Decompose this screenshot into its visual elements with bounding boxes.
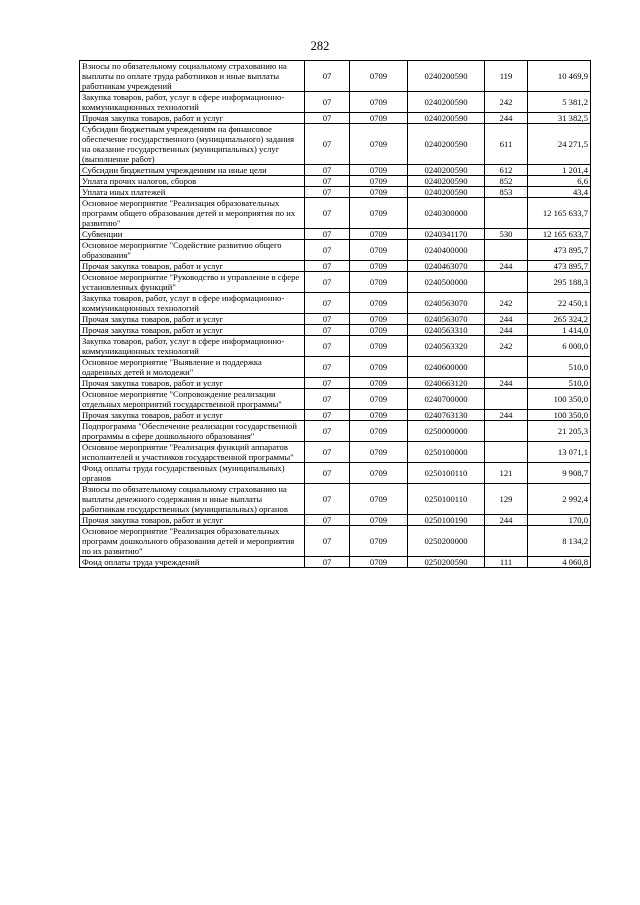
table-row xyxy=(80,526,591,557)
table-row xyxy=(80,557,591,568)
section-code-cell: 07 xyxy=(305,165,350,176)
amount-cell: 100 350,0 xyxy=(528,389,591,410)
expense-type-cell: 244 xyxy=(485,113,528,124)
item-name-cell: Подпрограмма "Обеспечение реализации государственной программы в сфере дошкольного образования" xyxy=(80,421,305,442)
section-code-cell: 07 xyxy=(305,421,350,442)
article-code-cell: 0240300000 xyxy=(408,198,485,229)
amount-cell: 510,0 xyxy=(528,378,591,389)
section-code-cell: 07 xyxy=(305,198,350,229)
article-code-cell: 0240463070 xyxy=(408,261,485,272)
article-code-cell: 0240200590 xyxy=(408,124,485,165)
item-name-cell: Прочая закупка товаров, работ и услуг xyxy=(80,410,305,421)
amount-cell: 473 895,7 xyxy=(528,261,591,272)
amount-cell: 1 414,0 xyxy=(528,325,591,336)
expense-type-cell xyxy=(485,198,528,229)
article-code-cell: 0240500000 xyxy=(408,272,485,293)
table-row xyxy=(80,61,591,92)
subsection-code-cell: 0709 xyxy=(350,336,408,357)
table-row xyxy=(80,165,591,176)
subsection-code-cell: 0709 xyxy=(350,557,408,568)
budget-table-body xyxy=(80,61,591,568)
item-name-cell: Субсидии бюджетным учреждениям на финансовое обеспечение государственного (муниципального) задания на оказание государственных (муниципальных) услуг (выполнение работ) xyxy=(80,124,305,165)
amount-cell: 43,4 xyxy=(528,187,591,198)
expense-type-cell xyxy=(485,272,528,293)
subsection-code-cell: 0709 xyxy=(350,410,408,421)
amount-cell: 13 071,1 xyxy=(528,442,591,463)
section-code-cell: 07 xyxy=(305,557,350,568)
article-code-cell: 0250000000 xyxy=(408,421,485,442)
subsection-code-cell: 0709 xyxy=(350,325,408,336)
expense-type-cell xyxy=(485,442,528,463)
item-name-cell: Закупка товаров, работ, услуг в сфере информационно-коммуникационных технологий xyxy=(80,92,305,113)
expense-type-cell: 611 xyxy=(485,124,528,165)
section-code-cell: 07 xyxy=(305,442,350,463)
section-code-cell: 07 xyxy=(305,336,350,357)
section-code-cell: 07 xyxy=(305,378,350,389)
article-code-cell: 0250100110 xyxy=(408,484,485,515)
item-name-cell: Основное мероприятие "Руководство и управление в сфере установленных функций" xyxy=(80,272,305,293)
table-row xyxy=(80,389,591,410)
expense-type-cell: 244 xyxy=(485,314,528,325)
expense-type-cell xyxy=(485,526,528,557)
subsection-code-cell: 0709 xyxy=(350,515,408,526)
item-name-cell: Фонд оплаты труда учреждений xyxy=(80,557,305,568)
table-row xyxy=(80,261,591,272)
subsection-code-cell: 0709 xyxy=(350,314,408,325)
item-name-cell: Взносы по обязательному социальному страхованию на выплаты по оплате труда работников и иные выплаты работникам учреждений xyxy=(80,61,305,92)
subsection-code-cell: 0709 xyxy=(350,378,408,389)
section-code-cell: 07 xyxy=(305,113,350,124)
expense-type-cell: 612 xyxy=(485,165,528,176)
subsection-code-cell: 0709 xyxy=(350,357,408,378)
table-row xyxy=(80,176,591,187)
expense-type-cell xyxy=(485,240,528,261)
article-code-cell: 0250200590 xyxy=(408,557,485,568)
amount-cell: 12 165 633,7 xyxy=(528,229,591,240)
expense-type-cell: 244 xyxy=(485,515,528,526)
subsection-code-cell: 0709 xyxy=(350,165,408,176)
subsection-code-cell: 0709 xyxy=(350,92,408,113)
table-row xyxy=(80,463,591,484)
section-code-cell: 07 xyxy=(305,187,350,198)
table-row xyxy=(80,357,591,378)
amount-cell: 473 895,7 xyxy=(528,240,591,261)
amount-cell: 21 205,3 xyxy=(528,421,591,442)
table-row xyxy=(80,229,591,240)
amount-cell: 5 381,2 xyxy=(528,92,591,113)
article-code-cell: 0240200590 xyxy=(408,176,485,187)
table-row xyxy=(80,124,591,165)
section-code-cell: 07 xyxy=(305,240,350,261)
amount-cell: 12 165 633,7 xyxy=(528,198,591,229)
section-code-cell: 07 xyxy=(305,484,350,515)
item-name-cell: Основное мероприятие "Реализация образовательных программ дошкольного образования детей и мероприятия по их развитию" xyxy=(80,526,305,557)
item-name-cell: Субвенции xyxy=(80,229,305,240)
amount-cell: 295 188,3 xyxy=(528,272,591,293)
table-row xyxy=(80,336,591,357)
expense-type-cell: 242 xyxy=(485,293,528,314)
table-row xyxy=(80,442,591,463)
article-code-cell: 0240200590 xyxy=(408,113,485,124)
article-code-cell: 0240200590 xyxy=(408,165,485,176)
subsection-code-cell: 0709 xyxy=(350,113,408,124)
amount-cell: 10 469,9 xyxy=(528,61,591,92)
expense-type-cell xyxy=(485,421,528,442)
article-code-cell: 0240200590 xyxy=(408,187,485,198)
table-row xyxy=(80,314,591,325)
article-code-cell: 0240341170 xyxy=(408,229,485,240)
subsection-code-cell: 0709 xyxy=(350,261,408,272)
expense-type-cell: 852 xyxy=(485,176,528,187)
amount-cell: 2 992,4 xyxy=(528,484,591,515)
table-row xyxy=(80,272,591,293)
article-code-cell: 0240200590 xyxy=(408,61,485,92)
item-name-cell: Основное мероприятие "Реализация функций аппаратов исполнителей и участников государственной программы" xyxy=(80,442,305,463)
section-code-cell: 07 xyxy=(305,410,350,421)
item-name-cell: Субсидии бюджетным учреждениям на иные цели xyxy=(80,165,305,176)
section-code-cell: 07 xyxy=(305,261,350,272)
section-code-cell: 07 xyxy=(305,526,350,557)
subsection-code-cell: 0709 xyxy=(350,229,408,240)
expense-type-cell: 129 xyxy=(485,484,528,515)
item-name-cell: Прочая закупка товаров, работ и услуг xyxy=(80,378,305,389)
subsection-code-cell: 0709 xyxy=(350,61,408,92)
item-name-cell: Основное мероприятие "Сопровождение реализации отдельных мероприятий государственной программы" xyxy=(80,389,305,410)
article-code-cell: 0240563310 xyxy=(408,325,485,336)
budget-table xyxy=(79,60,591,568)
amount-cell: 22 450,1 xyxy=(528,293,591,314)
subsection-code-cell: 0709 xyxy=(350,442,408,463)
table-row xyxy=(80,378,591,389)
table-row xyxy=(80,92,591,113)
item-name-cell: Основное мероприятие "Содействие развитию общего образования" xyxy=(80,240,305,261)
section-code-cell: 07 xyxy=(305,357,350,378)
section-code-cell: 07 xyxy=(305,389,350,410)
expense-type-cell: 111 xyxy=(485,557,528,568)
subsection-code-cell: 0709 xyxy=(350,187,408,198)
article-code-cell: 0250100110 xyxy=(408,463,485,484)
page-number: 282 xyxy=(310,39,330,53)
table-row xyxy=(80,293,591,314)
table-row xyxy=(80,410,591,421)
item-name-cell: Фонд оплаты труда государственных (муниципальных) органов xyxy=(80,463,305,484)
article-code-cell: 0240563070 xyxy=(408,293,485,314)
item-name-cell: Прочая закупка товаров, работ и услуг xyxy=(80,325,305,336)
section-code-cell: 07 xyxy=(305,176,350,187)
amount-cell: 31 382,5 xyxy=(528,113,591,124)
article-code-cell: 0240563070 xyxy=(408,314,485,325)
amount-cell: 6 000,0 xyxy=(528,336,591,357)
expense-type-cell: 119 xyxy=(485,61,528,92)
table-row xyxy=(80,421,591,442)
table-row xyxy=(80,240,591,261)
item-name-cell: Уплата прочих налогов, сборов xyxy=(80,176,305,187)
article-code-cell: 0240763130 xyxy=(408,410,485,421)
table-row xyxy=(80,198,591,229)
expense-type-cell: 244 xyxy=(485,378,528,389)
subsection-code-cell: 0709 xyxy=(350,484,408,515)
expense-type-cell: 530 xyxy=(485,229,528,240)
item-name-cell: Закупка товаров, работ, услуг в сфере информационно-коммуникационных технологий xyxy=(80,293,305,314)
item-name-cell: Основное мероприятие "Реализация образовательных программ общего образования детей и мероприятия по их развитию" xyxy=(80,198,305,229)
article-code-cell: 0240600000 xyxy=(408,357,485,378)
expense-type-cell: 244 xyxy=(485,410,528,421)
subsection-code-cell: 0709 xyxy=(350,124,408,165)
subsection-code-cell: 0709 xyxy=(350,240,408,261)
table-row xyxy=(80,113,591,124)
subsection-code-cell: 0709 xyxy=(350,526,408,557)
table-row xyxy=(80,325,591,336)
amount-cell: 100 350,0 xyxy=(528,410,591,421)
article-code-cell: 0240400000 xyxy=(408,240,485,261)
amount-cell: 6,6 xyxy=(528,176,591,187)
article-code-cell: 0240200590 xyxy=(408,92,485,113)
article-code-cell: 0240700000 xyxy=(408,389,485,410)
subsection-code-cell: 0709 xyxy=(350,293,408,314)
subsection-code-cell: 0709 xyxy=(350,176,408,187)
expense-type-cell: 121 xyxy=(485,463,528,484)
amount-cell: 4 060,8 xyxy=(528,557,591,568)
expense-type-cell: 242 xyxy=(485,92,528,113)
table-row xyxy=(80,187,591,198)
article-code-cell: 0240663120 xyxy=(408,378,485,389)
section-code-cell: 07 xyxy=(305,293,350,314)
item-name-cell: Взносы по обязательному социальному страхованию на выплаты денежного содержания и иные выплаты работникам государственных (муниципальных) органов xyxy=(80,484,305,515)
section-code-cell: 07 xyxy=(305,314,350,325)
expense-type-cell: 853 xyxy=(485,187,528,198)
table-row xyxy=(80,484,591,515)
item-name-cell: Закупка товаров, работ, услуг в сфере информационно-коммуникационных технологий xyxy=(80,336,305,357)
subsection-code-cell: 0709 xyxy=(350,198,408,229)
section-code-cell: 07 xyxy=(305,272,350,293)
subsection-code-cell: 0709 xyxy=(350,389,408,410)
subsection-code-cell: 0709 xyxy=(350,421,408,442)
section-code-cell: 07 xyxy=(305,515,350,526)
article-code-cell: 0250200000 xyxy=(408,526,485,557)
amount-cell: 1 201,4 xyxy=(528,165,591,176)
amount-cell: 9 908,7 xyxy=(528,463,591,484)
item-name-cell: Прочая закупка товаров, работ и услуг xyxy=(80,261,305,272)
item-name-cell: Прочая закупка товаров, работ и услуг xyxy=(80,314,305,325)
article-code-cell: 0240563320 xyxy=(408,336,485,357)
section-code-cell: 07 xyxy=(305,229,350,240)
subsection-code-cell: 0709 xyxy=(350,463,408,484)
amount-cell: 24 271,5 xyxy=(528,124,591,165)
section-code-cell: 07 xyxy=(305,325,350,336)
amount-cell: 265 324,2 xyxy=(528,314,591,325)
expense-type-cell: 242 xyxy=(485,336,528,357)
amount-cell: 170,0 xyxy=(528,515,591,526)
item-name-cell: Уплата иных платежей xyxy=(80,187,305,198)
table-row xyxy=(80,515,591,526)
item-name-cell: Прочая закупка товаров, работ и услуг xyxy=(80,113,305,124)
expense-type-cell: 244 xyxy=(485,261,528,272)
item-name-cell: Прочая закупка товаров, работ и услуг xyxy=(80,515,305,526)
section-code-cell: 07 xyxy=(305,61,350,92)
amount-cell: 510,0 xyxy=(528,357,591,378)
expense-type-cell xyxy=(485,357,528,378)
expense-type-cell xyxy=(485,389,528,410)
amount-cell: 8 134,2 xyxy=(528,526,591,557)
expense-type-cell: 244 xyxy=(485,325,528,336)
article-code-cell: 0250100000 xyxy=(408,442,485,463)
section-code-cell: 07 xyxy=(305,124,350,165)
subsection-code-cell: 0709 xyxy=(350,272,408,293)
section-code-cell: 07 xyxy=(305,463,350,484)
item-name-cell: Основное мероприятие "Выявление и поддержка одаренных детей и молодежи" xyxy=(80,357,305,378)
section-code-cell: 07 xyxy=(305,92,350,113)
article-code-cell: 0250100190 xyxy=(408,515,485,526)
